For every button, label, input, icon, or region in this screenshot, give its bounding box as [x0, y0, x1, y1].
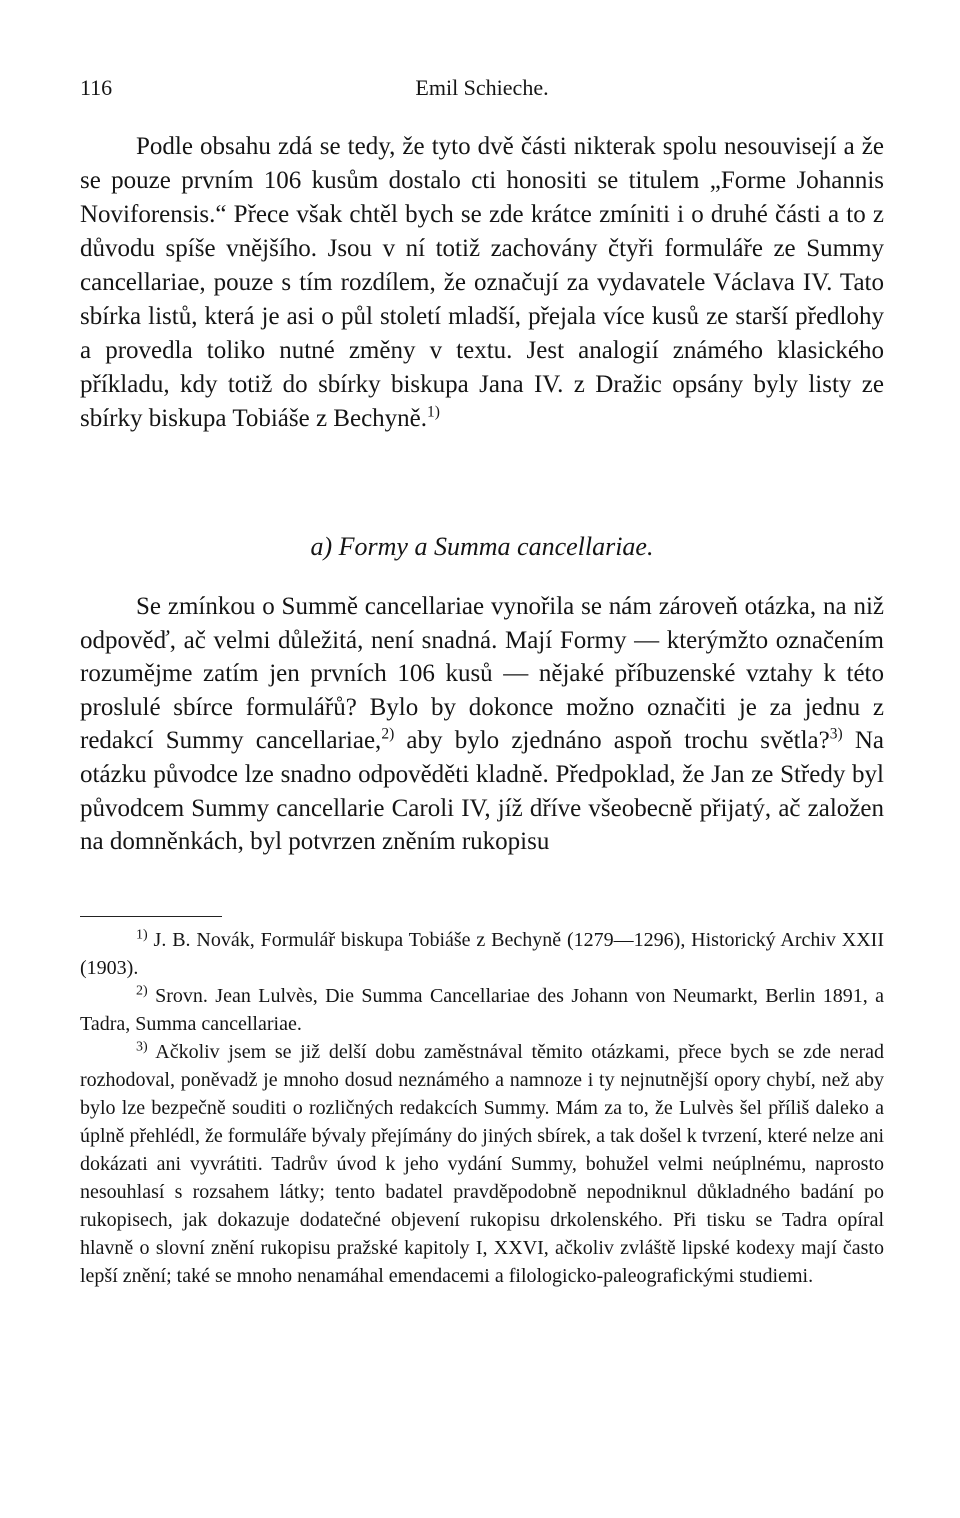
- footnote-2: [80, 982, 884, 1038]
- paragraph-2: [80, 590, 884, 859]
- footnotes: [80, 926, 884, 1290]
- running-head: Emil Schieche.: [415, 75, 549, 100]
- footnote-1-text: J. B. Novák, Formulář biskupa Tobiáše z Bechyně (1279—1296), Historický Archiv XXII (1903).: [80, 929, 884, 979]
- main-text: [80, 130, 884, 436]
- section-heading: a) Formy a Summa cancellariae.: [310, 532, 654, 561]
- footnote-1-mark: 1): [136, 927, 148, 943]
- paragraph-2-part-1: Se zmínkou o Summě cancellariae vynořila se nám zároveň otázka, na niž odpověď, ač velmi důležitá, není snadná. Mají Formy — kterýmžto označením rozumějme zatím jen prvních 106 kusů — nějaké příbuzenské vztahy k této proslulé sbírce formulářů? Bylo by dokonce možno označiti je za jednu z redakcí Summy cancellariae,: [80, 593, 884, 755]
- page-number: 116: [80, 75, 113, 100]
- paragraph-1-text: Podle obsahu zdá se tedy, že tyto dvě části nikterak spolu nesouvisejí a že se pouze prvním 106 kusům dostalo cti honositi se titulem „Forme Johannis Noviforensis.“ Přece však chtěl bych se zde krátce zmíniti i o druhé části a to z důvodu spíše vnějšího. Jsou v ní totiž zachovány čtyři formuláře ze Summy cancellariae, pouze s tím rozdílem, že označují za vydavatele Václava IV. Tato sbírka listů, která je asi o půl století mladší, přejala více kusů ze starší předlohy a provedla toliko nutné změny v textu. Jest analogií známého klasického příkladu, kdy totiž do sbírky biskupa Jana IV. z Dražic opsány byly listy ze sbírky biskupa Tobiáše z Bechyně.: [80, 133, 884, 432]
- paragraph-2-part-2: aby bylo zjednáno aspoň trochu světla?: [394, 727, 830, 755]
- footnote-3-mark: 3): [136, 1039, 148, 1055]
- footnote-divider: [80, 916, 222, 917]
- footnote-ref-3[interactable]: 3): [829, 726, 843, 744]
- footnote-2-text: Srovn. Jean Lulvès, Die Summa Cancellariae des Johann von Neumarkt, Berlin 1891, a Tadra, Summa cancellariae.: [80, 985, 884, 1035]
- main-text-2: [80, 590, 884, 859]
- footnote-3: [80, 1038, 884, 1290]
- footnote-1: [80, 926, 884, 982]
- page-header: [80, 70, 884, 106]
- paragraph-1: [80, 130, 884, 436]
- footnote-2-mark: 2): [136, 983, 148, 999]
- paragraph-2-part-3: Na otázku původce lze snadno odpověděti kladně. Předpoklad, že Jan ze Středy byl původcem Summy cancellarie Caroli IV, jíž dříve všeobecně přijatý, ač založen na domněnkách, byl potvrzen zněním rukopisu: [80, 727, 884, 856]
- footnote-ref-1[interactable]: 1): [427, 403, 440, 421]
- footnote-3-text: Ačkoliv jsem se již delší dobu zaměstnával těmito otázkami, přece bych se zde nerad rozhodoval, poněvadž je mnoho dosud neznámého a namnoze i ty nejnutnější opory chybí, než aby bylo lze bezpečně souditi o rozličných redakcích Summy. Mám za to, že Lulvès šel příliš daleko a úplně přehlédl, že formuláře bývaly přejímány do jiných sbírek, a tak došel k tvrzení, které nelze ani dokázati ani vyvrátiti. Tadrův úvod k jeho vydání Summy, bohužel velmi neúplnému, naprosto nesouhlasí s rozsahem látky; tento badatel pravděpodobně nepodniknul důkladného badání po rukopisech, jak dokazuje dodatečné objevení rukopisu drkolenského. Při tisku se Tadra opíral hlavně o slovní znění rukopisu pražské kapitoly I, XXVI, ačkoliv zvláště lipské kodexy mají často lepší znění; také se mnoho nenamáhal emendacemi a filologicko-paleografickými studiemi.: [80, 1041, 884, 1287]
- footnote-ref-2[interactable]: 2): [381, 726, 395, 744]
